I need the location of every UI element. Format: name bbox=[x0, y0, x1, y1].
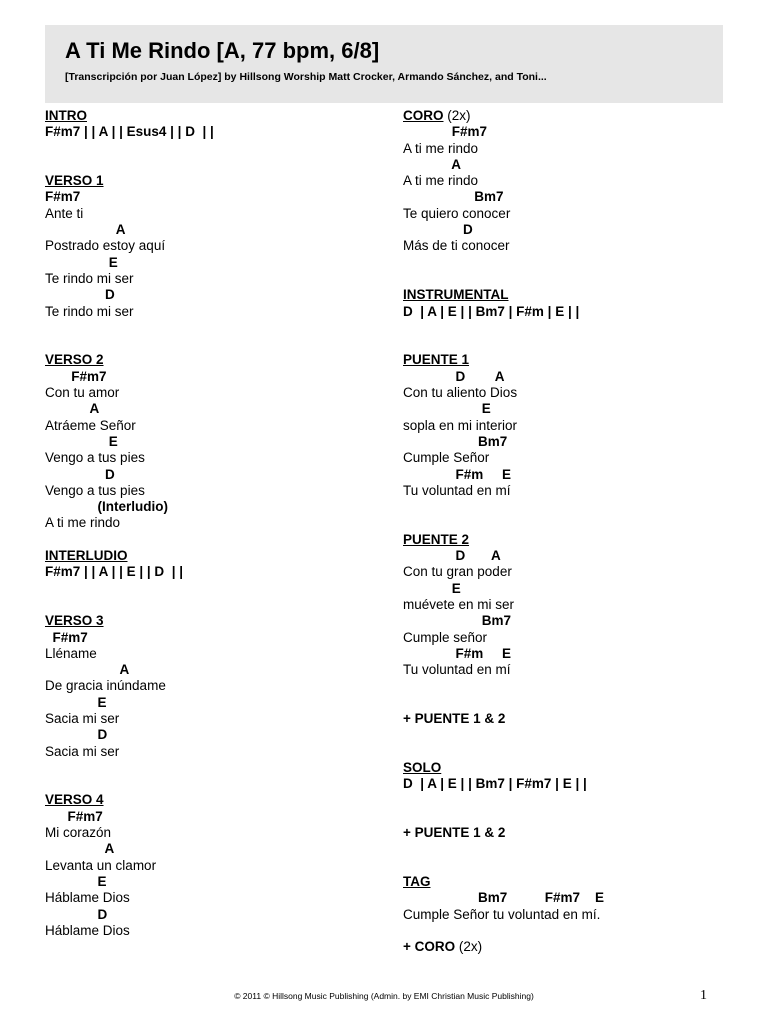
section-label: INTRO bbox=[45, 108, 87, 123]
lyric-line: Sacia mi ser bbox=[45, 710, 120, 726]
lyric-line: Te quiero conocer bbox=[403, 205, 511, 221]
section-label: INTERLUDIO bbox=[45, 548, 128, 564]
repeat-puentes-1: + PUENTE 1 & 2 bbox=[403, 710, 506, 726]
right-column bbox=[403, 108, 733, 955]
repeat-puentes-2: + PUENTE 1 & 2 bbox=[403, 825, 506, 841]
lyric-line: De gracia inúndame bbox=[45, 678, 166, 694]
song-title: A Ti Me Rindo [A, 77 bpm, 6/8] bbox=[65, 38, 380, 63]
chord-line: Bm7 bbox=[403, 433, 508, 449]
lyric-line: Cumple Señor bbox=[403, 450, 490, 466]
chord-line: Bm7 bbox=[403, 613, 512, 629]
section-interludio bbox=[45, 548, 385, 581]
lyric-line: Cumple Señor tu voluntad en mí. bbox=[403, 906, 601, 922]
lyric-line: A ti me rindo bbox=[403, 173, 479, 189]
lyric-line: Más de ti conocer bbox=[403, 238, 510, 254]
lyric-line: Háblame Dios bbox=[45, 890, 130, 906]
section-label: VERSO 2 bbox=[45, 352, 104, 368]
chord-line: F#m7 | | A | | Esus4 | | D | | bbox=[45, 124, 214, 140]
chord-line: D bbox=[45, 287, 115, 303]
chord-line: E bbox=[45, 873, 107, 889]
chord-line: F#m7 bbox=[45, 808, 103, 824]
left-column bbox=[45, 108, 385, 939]
chord-line: E bbox=[403, 401, 491, 417]
lyric-line: Te rindo mi ser bbox=[45, 270, 134, 286]
lyric-line: muévete en mi ser bbox=[403, 596, 515, 612]
lyric-line: Tu voluntad en mí bbox=[403, 482, 511, 498]
repeat-coro bbox=[403, 939, 733, 955]
lyric-line: Cumple señor bbox=[403, 629, 488, 645]
lyric-line: Levanta un clamor bbox=[45, 857, 157, 873]
chord-line: F#m7 bbox=[45, 189, 81, 205]
chord-line: E bbox=[45, 694, 107, 710]
song-credits: [Transcripción por Juan López] by Hillsong Worship Matt Crocker, Armando Sánchez, and Toni... bbox=[65, 71, 547, 83]
chord-line: Bm7 bbox=[403, 189, 504, 205]
section-coro bbox=[403, 108, 733, 255]
section-verso-1 bbox=[45, 173, 385, 320]
chord-line: A bbox=[45, 222, 126, 238]
section-intro bbox=[45, 108, 385, 141]
chord-line: E bbox=[45, 254, 118, 270]
section-heading bbox=[403, 108, 733, 124]
lyric-line: Con tu amor bbox=[45, 385, 120, 401]
chord-line: F#m7 bbox=[45, 368, 107, 384]
chord-line: D | A | E | | Bm7 | F#m7 | E | | bbox=[403, 776, 587, 792]
section-verso-3 bbox=[45, 613, 385, 760]
section-instrumental bbox=[403, 287, 733, 320]
lyric-line: Postrado estoy aquí bbox=[45, 238, 166, 254]
lyric-line: Vengo a tus pies bbox=[45, 450, 145, 466]
section-puente-2 bbox=[403, 532, 733, 679]
chord-line: D | A | E | | Bm7 | F#m | E | | bbox=[403, 303, 580, 319]
lyric-line: Con tu aliento Dios bbox=[403, 385, 518, 401]
chord-line: F#m7 | | A | | E | | D | | bbox=[45, 564, 183, 580]
lyric-line: Ante ti bbox=[45, 205, 84, 221]
lyric-line: Vengo a tus pies bbox=[45, 482, 145, 498]
section-label: VERSO 1 bbox=[45, 173, 104, 189]
section-label: CORO bbox=[403, 108, 444, 123]
repeat-coro-label: + CORO bbox=[403, 939, 456, 955]
lyric-line: Mi corazón bbox=[45, 825, 112, 841]
chord-line: F#m7 bbox=[403, 124, 488, 140]
lyric-line: sopla en mi interior bbox=[403, 417, 518, 433]
chord-line: F#m E bbox=[403, 645, 512, 661]
chord-line: A bbox=[45, 841, 115, 857]
section-verso-2 bbox=[45, 352, 385, 531]
section-label: VERSO 3 bbox=[45, 613, 104, 629]
section-label: VERSO 4 bbox=[45, 792, 104, 808]
lyric-line: Lléname bbox=[45, 645, 97, 661]
chord-line: A bbox=[403, 156, 462, 172]
repeat-count: (2x) bbox=[443, 108, 471, 123]
section-label: SOLO bbox=[403, 759, 442, 775]
lyric-line: Tu voluntad en mí bbox=[403, 662, 511, 678]
chord-line: D A bbox=[403, 368, 505, 384]
lyric-line: Háblame Dios bbox=[45, 922, 130, 938]
section-label: INSTRUMENTAL bbox=[403, 287, 509, 303]
song-header bbox=[45, 25, 723, 103]
chord-line: D bbox=[45, 727, 108, 743]
repeat-count: (2x) bbox=[455, 939, 483, 955]
chord-line: F#m E bbox=[403, 466, 512, 482]
chord-line: A bbox=[45, 662, 130, 678]
chord-line: D bbox=[45, 466, 115, 482]
chord-line: E bbox=[403, 580, 461, 596]
section-label: PUENTE 1 bbox=[403, 352, 470, 368]
chord-line: F#m7 bbox=[45, 629, 88, 645]
section-tag bbox=[403, 874, 733, 923]
chord-line: D bbox=[403, 222, 473, 238]
section-label: TAG bbox=[403, 873, 431, 889]
lyric-line: Te rindo mi ser bbox=[45, 303, 134, 319]
section-solo bbox=[403, 760, 733, 793]
page-number: 1 bbox=[700, 988, 707, 1003]
chord-line: E bbox=[45, 433, 118, 449]
lyric-line: Atráeme Señor bbox=[45, 417, 136, 433]
chord-line: (Interludio) bbox=[45, 499, 168, 515]
copyright-footer: © 2011 © Hillsong Music Publishing (Admin. by EMI Christian Music Publishing) bbox=[234, 991, 534, 1001]
chord-line: A bbox=[45, 401, 100, 417]
chord-line: D A bbox=[403, 548, 501, 564]
section-puente-1 bbox=[403, 352, 733, 499]
chord-line: D bbox=[45, 906, 108, 922]
section-label: PUENTE 2 bbox=[403, 531, 470, 547]
lyric-line: A ti me rindo bbox=[403, 140, 479, 156]
chord-line: Bm7 F#m7 E bbox=[403, 890, 605, 906]
section-verso-4 bbox=[45, 792, 385, 939]
lyric-line: Con tu gran poder bbox=[403, 564, 512, 580]
lyric-line: A ti me rindo bbox=[45, 515, 121, 531]
lyric-line: Sacia mi ser bbox=[45, 743, 120, 759]
